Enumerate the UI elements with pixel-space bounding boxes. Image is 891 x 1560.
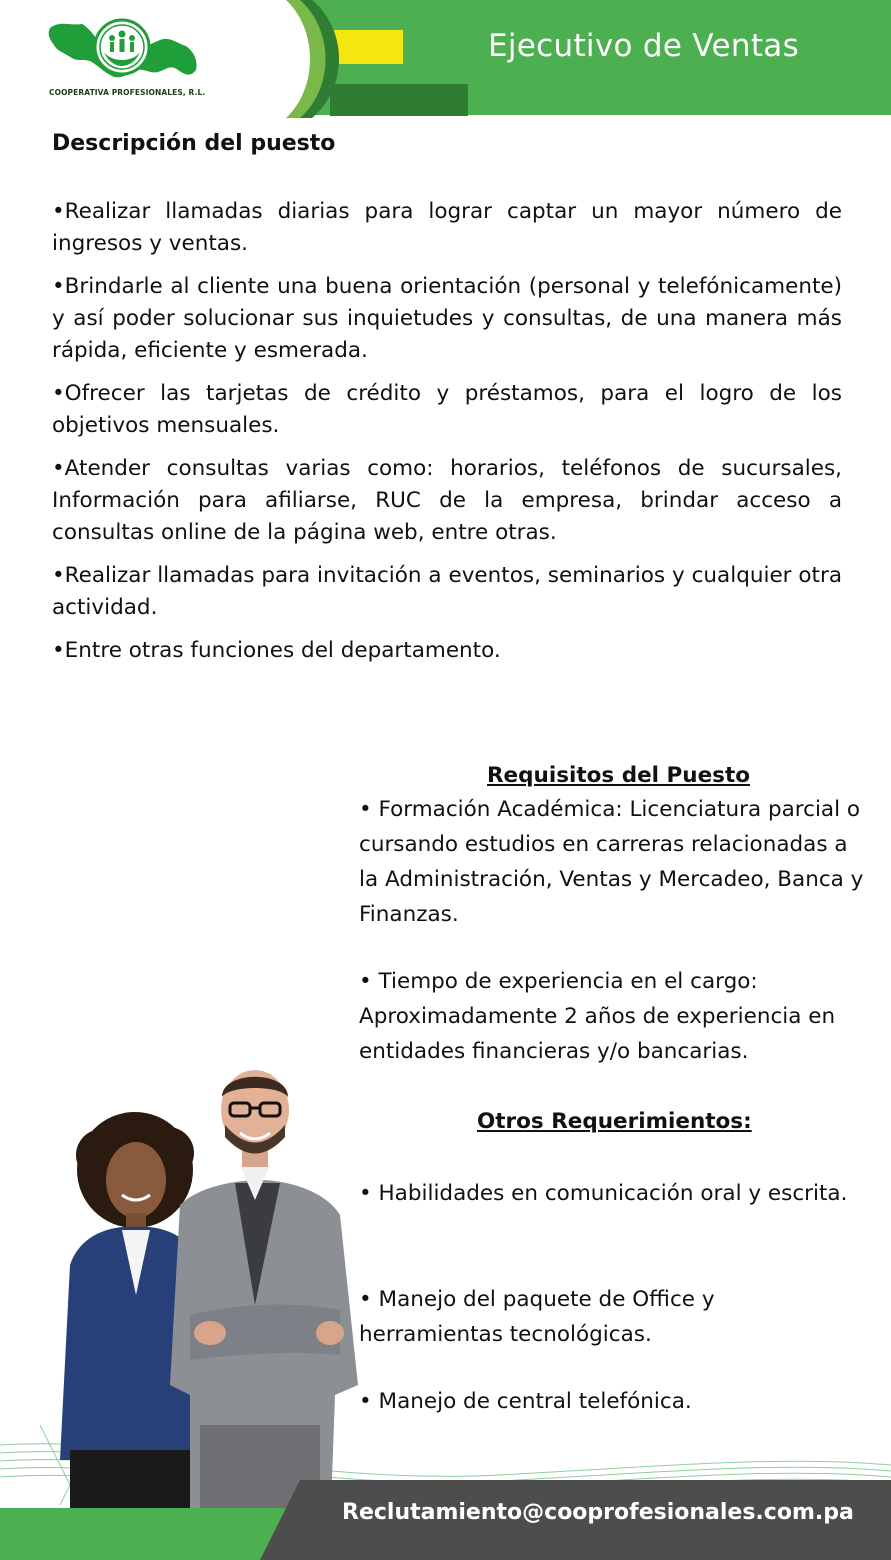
other-requirement-item: • Manejo del paquete de Office y herramientas tecnológicas. — [359, 1287, 715, 1347]
business-people-photo — [40, 1065, 370, 1535]
description-item: •Entre otras funciones del departamento. — [52, 638, 501, 663]
description-item: •Brindarle al cliente una buena orientación (personal y telefónicamente) y así poder solucionar sus inquietudes y consultas, de una manera más rápida, eficiente y esmerada. — [52, 274, 842, 363]
description-item: •Realizar llamadas para invitación a eventos, seminarios y cualquier otra actividad. — [52, 563, 842, 620]
footer-bar — [0, 1480, 891, 1560]
requirements-heading: Requisitos del Puesto — [487, 763, 751, 788]
description-list — [52, 196, 842, 678]
logo-caption: COOPERATIVA PROFESIONALES, R.L. — [49, 88, 206, 97]
description-item: •Realizar llamadas diarias para lograr captar un mayor número de ingresos y ventas. — [52, 199, 842, 256]
requirement-item: • Formación Académica: Licenciatura parcial o cursando estudios en carreras relacionadas a la Administración, Ventas y Mercadeo, Banca y Finanzas. — [359, 797, 864, 927]
recruitment-email[interactable]: Reclutamiento@cooprofesionales.com.pa — [342, 1500, 854, 1525]
other-requirement-item: • Habilidades en comunicación oral y escrita. — [359, 1181, 848, 1206]
requirement-item: • Tiempo de experiencia en el cargo: Aproximadamente 2 años de experiencia en entidades financieras y/o bancarias. — [359, 969, 836, 1064]
header-banner — [0, 0, 891, 118]
description-item: •Atender consultas varias como: horarios, teléfonos de sucursales, Información para afiliarse, RUC de la empresa, brindar acceso a consultas online de la página web, entre otras. — [52, 456, 842, 545]
description-heading: Descripción del puesto — [52, 131, 336, 156]
description-item: •Ofrecer las tarjetas de crédito y préstamos, para el logro de los objetivos mensuales. — [52, 381, 842, 438]
other-requirement-item: • Manejo de central telefónica. — [359, 1389, 692, 1414]
page-title: Ejecutivo de Ventas — [488, 28, 800, 64]
other-requirements-heading: Otros Requerimientos: — [477, 1109, 752, 1134]
